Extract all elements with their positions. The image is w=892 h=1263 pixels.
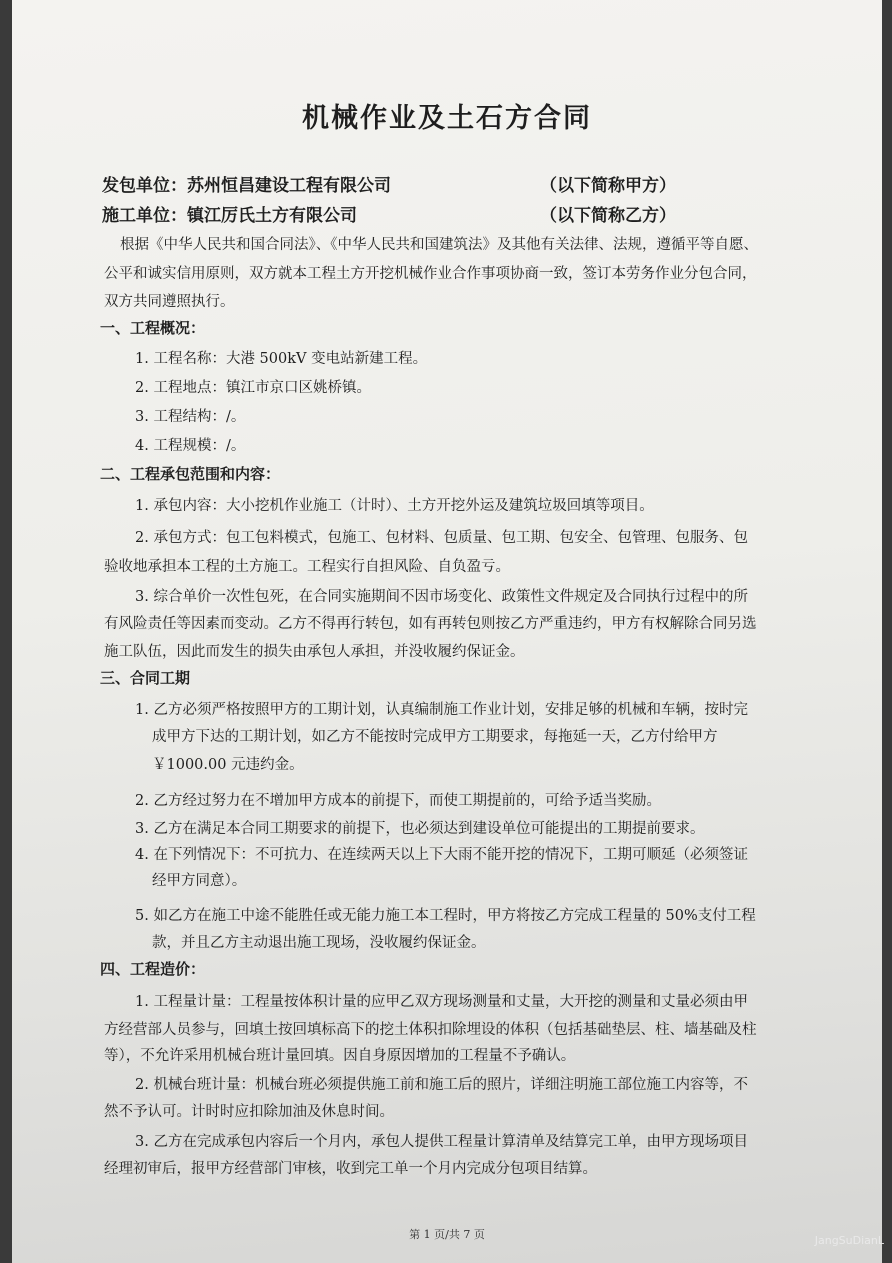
section-4-line: 1. 工程量计量：工程量按体积计量的应甲乙双方现场测量和丈量，大开挖的测量和丈量必须由甲 (135, 994, 748, 1010)
contract-page (12, 0, 882, 1263)
section-4-heading: 四、工程造价： (100, 960, 206, 978)
section-4-line: 2. 机械台班计量：机械台班必须提供施工前和施工后的照片，详细注明施工部位施工内容等，不 (135, 1077, 748, 1093)
section-4-line: 然不予认可。计时时应扣除加油及休息时间。 (104, 1104, 394, 1120)
section-3-line: 成甲方下达的工期计划，如乙方不能按时完成甲方工期要求，每拖延一天，乙方付给甲方 (152, 729, 718, 745)
section-2-line: 施工队伍，因此而发生的损失由承包人承担，并没收履约保证金。 (104, 644, 525, 660)
party-a-label: 发包单位： (102, 176, 187, 196)
section-2-line: 1. 承包内容：大小挖机作业施工（计时）、土方开挖外运及建筑垃圾回填等项目。 (135, 498, 654, 514)
section-2-heading: 二、工程承包范围和内容： (100, 465, 281, 483)
section-3-line: 款，并且乙方主动退出施工现场，没收履约保证金。 (152, 935, 486, 951)
section-3-line: 3. 乙方在满足本合同工期要求的前提下，也必须达到建设单位可能提出的工期提前要求。 (135, 821, 705, 837)
section-2-line: 验收地承担本工程的土方施工。工程实行自担风险、自负盈亏。 (104, 559, 510, 575)
section-4-line: 等），不允许采用机械台班计量回填。因自身原因增加的工程量不予确认。 (104, 1048, 576, 1064)
intro-line: 公平和诚实信用原则，双方就本工程土方开挖机械作业合作事项协商一致，签订本劳务作业分包合同， (104, 266, 757, 282)
party-a-name: 苏州恒昌建设工程有限公司 (187, 176, 391, 196)
section-3-heading: 三、合同工期 (100, 669, 191, 687)
section-1-heading: 一、工程概况： (100, 319, 206, 337)
section-1-item: 2. 工程地点：镇江市京口区姚桥镇。 (135, 380, 371, 396)
section-4-line: 经理初审后，报甲方经营部门审核，收到完工单一个月内完成分包项目结算。 (104, 1161, 597, 1177)
document-title: 机械作业及土石方合同 (302, 103, 592, 134)
section-1-item: 3. 工程结构：/。 (135, 409, 246, 425)
section-3-line: 1. 乙方必须严格按照甲方的工期计划，认真编制施工作业计划，安排足够的机械和车辆，按时完 (135, 702, 748, 718)
page-footer: 第 1 页/共 7 页 (409, 1228, 485, 1241)
section-3-line: ￥1000.00 元违约金。 (152, 757, 304, 773)
party-b-name: 镇江厉氏土方有限公司 (187, 206, 357, 226)
party-b-row (102, 201, 676, 226)
section-3-line: 2. 乙方经过努力在不增加甲方成本的前提下，而使工期提前的，可给予适当奖励。 (135, 793, 661, 809)
party-a-row (102, 171, 676, 196)
section-2-line: 3. 综合单价一次性包死，在合同实施期间不因市场变化、政策性文件规定及合同执行过程中的所 (135, 589, 748, 605)
intro-line: 根据《中华人民共和国合同法》、《中华人民共和国建筑法》及其他有关法律、法规，遵循平等自愿、 (120, 237, 758, 253)
section-1-item: 1. 工程名称：大港 500kV 变电站新建工程。 (135, 351, 428, 367)
section-4-line: 3. 乙方在完成承包内容后一个月内，承包人提供工程量计算清单及结算完工单，由甲方现场项目 (135, 1134, 748, 1150)
party-b-abbreviation: （以下简称乙方） (540, 206, 676, 226)
section-4-line: 方经营部人员参与，回填土按回填标高下的挖土体积扣除埋设的体积（包括基础垫层、柱、墙基础及柱 (104, 1022, 757, 1038)
party-a-abbreviation: （以下简称甲方） (540, 176, 676, 196)
section-2-line: 有风险责任等因素而变动。乙方不得再行转包，如有再转包则按乙方严重违约，甲方有权解除合同另选 (104, 616, 757, 632)
watermark-text: JangSuDianL (814, 1234, 884, 1247)
party-b-label: 施工单位： (102, 206, 187, 226)
intro-line: 双方共同遵照执行。 (104, 294, 235, 310)
section-2-line: 2. 承包方式：包工包料模式，包施工、包材料、包质量、包工期、包安全、包管理、包服务、包 (135, 530, 748, 546)
section-3-line: 4. 在下列情况下：不可抗力、在连续两天以上下大雨不能开挖的情况下，工期可顺延（必须签证 (135, 847, 748, 863)
section-1-item: 4. 工程规模：/。 (135, 438, 246, 454)
section-3-line: 5. 如乙方在施工中途不能胜任或无能力施工本工程时，甲方将按乙方完成工程量的 50%支付工程 (135, 908, 756, 924)
section-3-line: 经甲方同意）。 (152, 873, 247, 889)
